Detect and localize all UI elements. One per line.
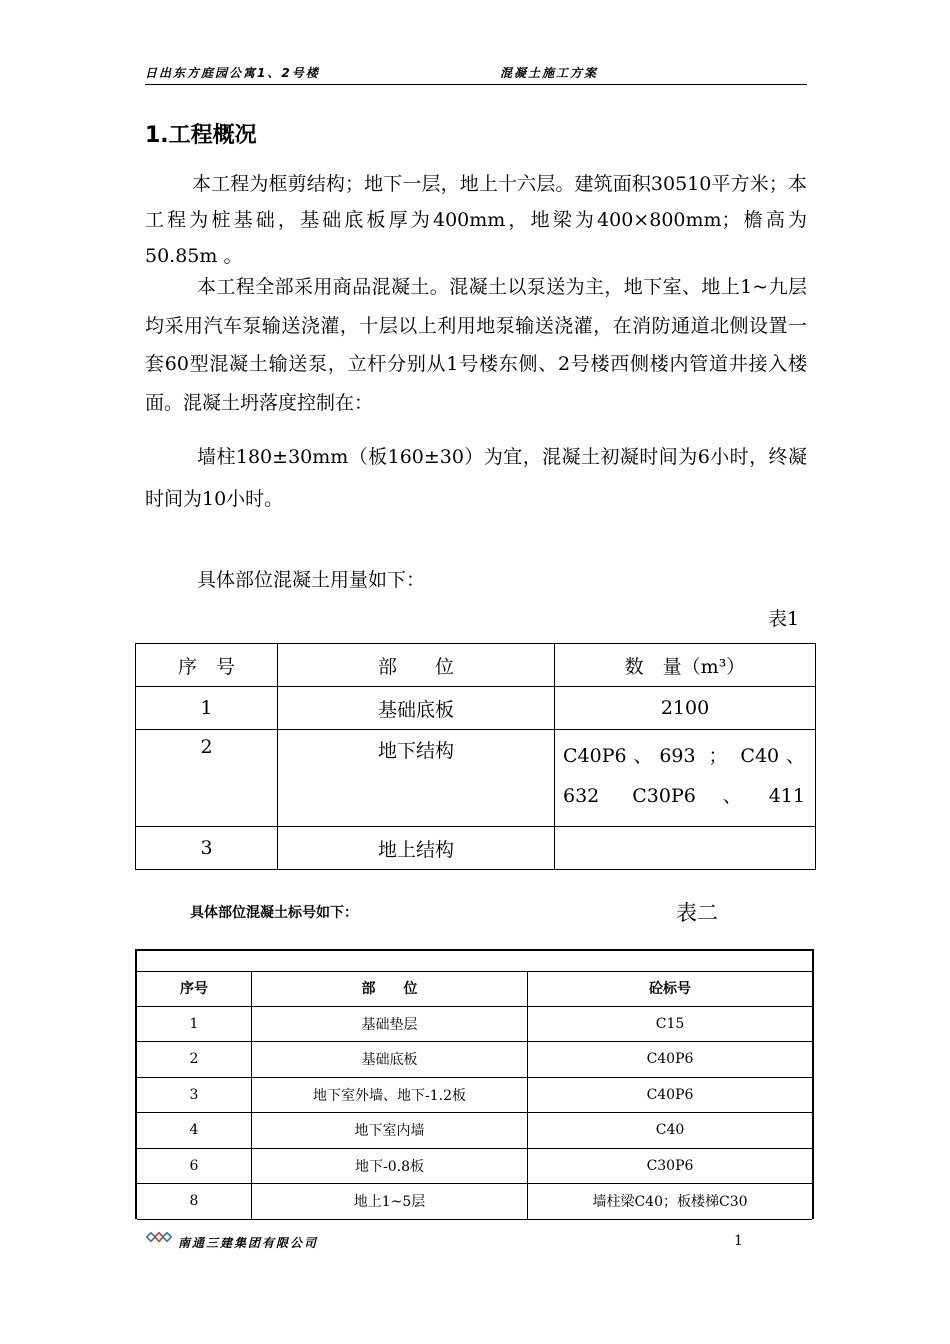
footer-company: 南通三建集团有限公司 <box>178 1236 319 1250</box>
cell-grade: C40P6 <box>528 1077 813 1113</box>
concrete-quantity-table <box>135 643 816 870</box>
cell-qty: C40P6、693 ； C40、632 C30P6、411 <box>555 730 816 827</box>
cell-part: 基础底板 <box>278 687 555 730</box>
concrete-grade-table <box>137 971 812 1220</box>
cell-no: 2 <box>136 730 278 827</box>
table-row <box>137 1006 812 1042</box>
cell-part: 地下-0.8板 <box>252 1148 528 1184</box>
table-header-row <box>137 971 812 1006</box>
header-no: 序 号 <box>136 644 278 687</box>
cell-no: 8 <box>137 1184 252 1220</box>
table-row <box>137 1184 812 1220</box>
table-row <box>136 687 816 730</box>
cell-part: 基础垫层 <box>252 1006 528 1042</box>
cell-no: 1 <box>137 1006 252 1042</box>
table2-label: 表二 <box>676 901 718 925</box>
cell-grade: C40 <box>528 1113 813 1149</box>
header-grade: 砼标号 <box>528 971 813 1006</box>
table-row <box>137 1077 812 1113</box>
header-no: 序号 <box>137 971 252 1006</box>
table2-top-band <box>137 951 812 972</box>
cell-grade: C30P6 <box>528 1148 813 1184</box>
table1-label: 表1 <box>768 608 800 630</box>
cell-part: 地下室内墙 <box>252 1113 528 1149</box>
section-title: 1.工程概况 <box>145 123 257 148</box>
cell-no: 4 <box>137 1113 252 1149</box>
header-qty: 数 量（m³） <box>555 644 816 687</box>
cell-qty <box>555 827 816 870</box>
table-row <box>136 730 816 827</box>
cell-grade: C15 <box>528 1006 813 1042</box>
header-project: 日出东方庭园公寓1、2号楼 <box>145 66 320 80</box>
cell-grade: C40P6 <box>528 1042 813 1078</box>
header-rule <box>145 84 807 85</box>
table-row <box>136 827 816 870</box>
table2-caption: 具体部位混凝土标号如下： <box>190 905 358 921</box>
cell-no: 1 <box>136 687 278 730</box>
table-header-row <box>136 644 816 687</box>
cell-no: 3 <box>137 1077 252 1113</box>
cell-no: 6 <box>137 1148 252 1184</box>
header-doc-title: 混凝土施工方案 <box>500 66 599 80</box>
header-part: 部 位 <box>252 971 528 1006</box>
table-row <box>137 1042 812 1078</box>
cell-no: 2 <box>137 1042 252 1078</box>
header-part: 部 位 <box>278 644 555 687</box>
cell-qty: 2100 <box>555 687 816 730</box>
page-number: 1 <box>734 1233 743 1249</box>
cell-part: 地下室外墙、地下-1.2板 <box>252 1077 528 1113</box>
cell-no: 3 <box>136 827 278 870</box>
cell-grade: 墙柱梁C40；板楼梯C30 <box>528 1184 813 1220</box>
cell-part: 地上结构 <box>278 827 555 870</box>
company-logo-icon <box>146 1232 172 1244</box>
cell-part: 基础底板 <box>252 1042 528 1078</box>
paragraph-slump: 墙柱180±30mm（板160±30）为宜，混凝土初凝时间为6小时，终凝时间为10小时。 <box>145 446 807 510</box>
cell-part: 地下结构 <box>278 730 555 827</box>
paragraph-pumping: 本工程全部采用商品混凝土。混凝土以泵送为主，地下室、地上1~九层均采用汽车泵输送浇灌，十层以上利用地泵输送浇灌，在消防通道北侧设置一套60型混凝土输送泵，立杆分别从1号楼东侧、2号楼西侧楼内管道井接入楼面。混凝土坍落度控制在： <box>145 276 807 414</box>
table-row <box>137 1113 812 1149</box>
table-row <box>137 1148 812 1184</box>
paragraph-quantity-intro: 具体部位混凝土用量如下： <box>197 569 426 591</box>
cell-part: 地上1~5层 <box>252 1184 528 1220</box>
paragraph-structure: 本工程为框剪结构；地下一层，地上十六层。建筑面积30510平方米；本工程为桩基础，基础底板厚为400mm，地梁为400×800mm；檐高为50.85m 。 <box>145 173 807 267</box>
